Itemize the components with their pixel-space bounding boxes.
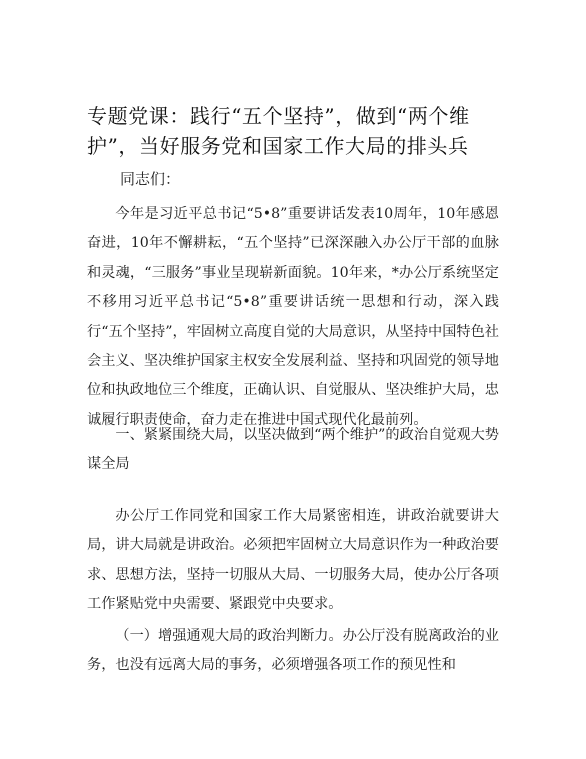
paragraph-intro: 今年是习近平总书记“5•8”重要讲话发表10周年，10年感恩奋进，10年不懈耕耘，“五个坚持”已深深融入办公厅干部的血脉和灵魂，“三服务”事业呈现崭新面貌。10年来，*办公厅系统坚定不移用习近平总书记“5•8”重要讲话统一思想和行动，深入践行“五个坚持”，牢固树立高度自觉的大局意识，从坚持中国特色社会主义、坚决维护国家主权安全发展利益、坚持和巩固党的领导地位和执政地位三个维度，正确认识、自觉服从、坚决维护大局，忠诚履行职责使命，奋力走在推进中国式现代化最前列。 xyxy=(87,206,499,428)
section-heading: 一、紧紧围绕大局，以坚决做到“两个维护”的政治自觉观大势谋全局 xyxy=(87,427,499,473)
paragraph-section-body: 办公厅工作同党和国家工作大局紧密相连，讲政治就要讲大局，讲大局就是讲政治。必须把牢固树立大局意识作为一种政治要求、思想方法，坚持一切服从大局、一切服务大局，使办公厅各项工作紧贴党中央需要、紧跟党中央要求。 xyxy=(87,508,499,613)
paragraph-subsection: （一）增强通观大局的政治判断力。办公厅没有脱离政治的业务，也没有远离大局的事务，必须增强各项工作的预见性和 xyxy=(87,628,499,674)
document-title: 专题党课：践行“五个坚持”，做到“两个维护”，当好服务党和国家工作大局的排头兵 xyxy=(87,104,470,158)
salutation: 同志们： xyxy=(120,170,181,188)
